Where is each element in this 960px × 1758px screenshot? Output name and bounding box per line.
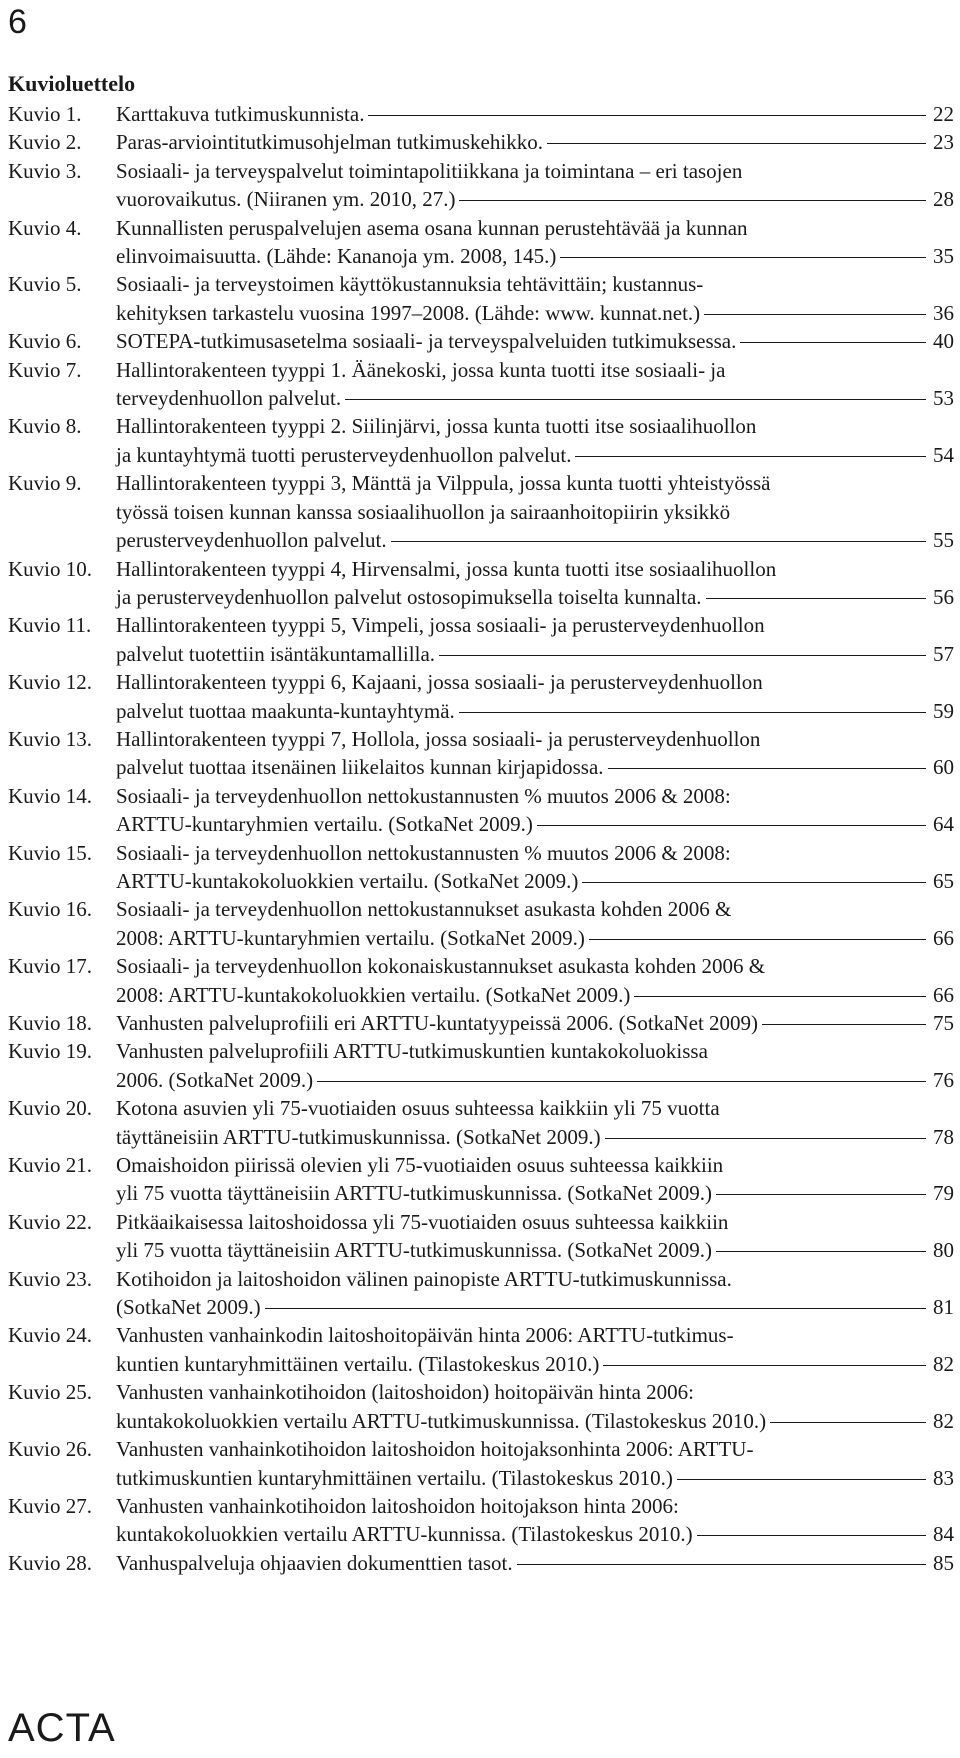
- caption-line: [116, 981, 954, 1009]
- caption-line: [116, 1179, 954, 1207]
- figure-list-entry: [8, 214, 954, 271]
- caption-text: kuntien kuntaryhmittäinen vertailu. (Tilastokeskus 2010.): [116, 1351, 600, 1376]
- leader-line: [575, 456, 926, 457]
- caption-line: [116, 640, 954, 668]
- figure-caption: [116, 128, 954, 156]
- figure-label: Kuvio 15.: [8, 840, 92, 865]
- figure-label: Kuvio 28.: [8, 1550, 92, 1575]
- leader-line: [603, 1365, 926, 1366]
- figure-list-entry: [8, 157, 954, 214]
- figure-caption: [116, 1265, 954, 1322]
- figure-label: Kuvio 21.: [8, 1153, 92, 1178]
- caption-text: Kotona asuvien yli 75-vuotiaiden osuus suhteessa kaikkiin yli 75 vuotta: [116, 1096, 720, 1121]
- leader-line: [706, 598, 926, 599]
- caption-line: [116, 725, 954, 753]
- caption-line: [116, 1549, 954, 1577]
- caption-line: [116, 1520, 954, 1548]
- caption-text: tutkimuskuntien kuntaryhmittäinen vertailu. (Tilastokeskus 2010.): [116, 1465, 673, 1490]
- figure-list-entry: [8, 327, 954, 355]
- page-reference: 84: [933, 1522, 954, 1547]
- page-reference: 55: [933, 528, 954, 553]
- leader-line: [716, 1251, 926, 1252]
- figure-label: Kuvio 9.: [8, 471, 82, 496]
- figure-label: Kuvio 13.: [8, 726, 92, 751]
- page-reference: 78: [933, 1124, 954, 1149]
- caption-line: [116, 839, 954, 867]
- figure-list-entry: [8, 555, 954, 612]
- caption-text: Hallintorakenteen tyyppi 3, Mänttä ja Vilppula, jossa kunta tuotti yhteistyössä: [116, 471, 771, 496]
- leader-line: [704, 314, 926, 315]
- caption-text: perusterveydenhuollon palvelut.: [116, 528, 387, 553]
- figure-list-entry: [8, 128, 954, 156]
- caption-line: [116, 782, 954, 810]
- caption-line: [116, 1407, 954, 1435]
- figure-caption: [116, 1009, 954, 1037]
- caption-line: [116, 384, 954, 412]
- leader-line: [459, 200, 926, 201]
- figure-label: Kuvio 16.: [8, 897, 92, 922]
- leader-line: [517, 1564, 926, 1565]
- leader-line: [317, 1081, 926, 1082]
- leader-line: [762, 1024, 926, 1025]
- caption-text: terveydenhuollon palvelut.: [116, 386, 342, 411]
- caption-line: [116, 356, 954, 384]
- caption-text: työssä toisen kunnan kanssa sosiaalihuollon ja sairaanhoitopiirin yksikkö: [116, 499, 731, 524]
- caption-text: Omaishoidon piirissä olevien yli 75-vuotiaiden osuus suhteessa kaikkiin: [116, 1153, 724, 1178]
- figure-caption: [116, 1321, 954, 1378]
- figure-label: Kuvio 12.: [8, 670, 92, 695]
- caption-text: kuntakokoluokkien vertailu ARTTU-kunnissa. (Tilastokeskus 2010.): [116, 1522, 693, 1547]
- caption-text: kehityksen tarkastelu vuosina 1997–2008. (Lähde: www. kunnat.net.): [116, 300, 701, 325]
- leader-line: [716, 1194, 926, 1195]
- leader-line: [582, 882, 926, 883]
- leader-line: [634, 996, 926, 997]
- caption-line: [116, 1293, 954, 1321]
- caption-line: [116, 1123, 954, 1151]
- caption-line: [116, 583, 954, 611]
- figure-caption: [116, 782, 954, 839]
- caption-line: [116, 1350, 954, 1378]
- caption-text: palvelut tuottaa itsenäinen liikelaitos kunnan kirjapidossa.: [116, 755, 604, 780]
- caption-text: Sosiaali- ja terveydenhuollon nettokustannukset asukasta kohden 2006 &: [116, 897, 732, 922]
- caption-line: [116, 952, 954, 980]
- caption-line: [116, 469, 954, 497]
- caption-text: Vanhusten vanhainkotihoidon laitoshoidon hoitojakson hinta 2006:: [116, 1493, 679, 1518]
- caption-text: Hallintorakenteen tyyppi 4, Hirvensalmi, jossa kunta tuotti itse sosiaalihuollon: [116, 556, 777, 581]
- caption-text: Vanhuspalveluja ohjaavien dokumenttien tasot.: [116, 1550, 513, 1575]
- figure-label: Kuvio 6.: [8, 329, 82, 354]
- caption-line: [116, 1378, 954, 1406]
- caption-line: [116, 555, 954, 583]
- figure-label: Kuvio 7.: [8, 357, 82, 382]
- figure-label: Kuvio 22.: [8, 1209, 92, 1234]
- leader-line: [265, 1308, 926, 1309]
- figure-caption: [116, 555, 954, 612]
- page-reference: 85: [933, 1550, 954, 1575]
- figure-caption: [116, 1378, 954, 1435]
- figure-caption: [116, 1435, 954, 1492]
- figure-list-entry: [8, 1378, 954, 1435]
- figure-list-entry: [8, 412, 954, 469]
- figure-list-entry: [8, 1037, 954, 1094]
- caption-text: Hallintorakenteen tyyppi 2. Siilinjärvi, jossa kunta tuotti itse sosiaalihuollon: [116, 414, 757, 439]
- caption-text: yli 75 vuotta täyttäneisiin ARTTU-tutkimuskunnissa. (SotkaNet 2009.): [116, 1181, 713, 1206]
- figure-caption: [116, 1151, 954, 1208]
- caption-line: [116, 1236, 954, 1264]
- page-reference: 53: [933, 386, 954, 411]
- leader-line: [537, 825, 926, 826]
- figure-caption: [116, 1549, 954, 1577]
- caption-text: Sosiaali- ja terveydenhuollon kokonaiskustannukset asukasta kohden 2006 &: [116, 954, 766, 979]
- caption-line: [116, 242, 954, 270]
- caption-line: [116, 270, 954, 298]
- leader-line: [605, 1138, 926, 1139]
- figure-label: Kuvio 24.: [8, 1323, 92, 1348]
- page-reference: 82: [933, 1408, 954, 1433]
- caption-text: Sosiaali- ja terveydenhuollon nettokustannusten % muutos 2006 & 2008:: [116, 783, 731, 808]
- figure-list-entry: [8, 1321, 954, 1378]
- page-reference: 35: [933, 244, 954, 269]
- figure-label: Kuvio 11.: [8, 613, 92, 638]
- caption-line: [116, 753, 954, 781]
- caption-line: [116, 1321, 954, 1349]
- caption-line: [116, 214, 954, 242]
- figure-label: Kuvio 23.: [8, 1266, 92, 1291]
- page-reference: 75: [933, 1011, 954, 1035]
- figure-caption: [116, 839, 954, 896]
- caption-line: [116, 441, 954, 469]
- leader-line: [589, 939, 926, 940]
- caption-text: vuorovaikutus. (Niiranen ym. 2010, 27.): [116, 187, 456, 212]
- caption-text: Sosiaali- ja terveyspalvelut toimintapolitiikkana ja toimintana – eri tasojen: [116, 158, 743, 183]
- page-reference: 54: [933, 442, 954, 467]
- page-reference: 76: [933, 1067, 954, 1092]
- leader-line: [740, 342, 926, 343]
- figure-caption: [116, 469, 954, 554]
- figure-list-entry: [8, 469, 954, 554]
- caption-text: Karttakuva tutkimuskunnista.: [116, 102, 365, 126]
- caption-text: 2008: ARTTU-kuntaryhmien vertailu. (SotkaNet 2009.): [116, 925, 585, 950]
- figure-list-entry: [8, 895, 954, 952]
- caption-line: [116, 526, 954, 554]
- caption-line: [116, 299, 954, 327]
- figure-list-entry: [8, 611, 954, 668]
- leader-line: [560, 257, 926, 258]
- figure-label: Kuvio 17.: [8, 954, 92, 979]
- figure-label: Kuvio 19.: [8, 1039, 92, 1064]
- figure-caption: [116, 214, 954, 271]
- figure-list-entry: [8, 1265, 954, 1322]
- figure-caption: [116, 327, 954, 355]
- caption-line: [116, 895, 954, 923]
- figure-caption: [116, 668, 954, 725]
- page-reference: 23: [933, 130, 954, 155]
- caption-text: yli 75 vuotta täyttäneisiin ARTTU-tutkimuskunnissa. (SotkaNet 2009.): [116, 1238, 713, 1263]
- figure-label: Kuvio 26.: [8, 1437, 92, 1462]
- caption-text: palvelut tuottaa maakunta-kuntayhtymä.: [116, 698, 455, 723]
- caption-text: Hallintorakenteen tyyppi 5, Vimpeli, jossa sosiaali- ja perusterveydenhuollon: [116, 613, 765, 638]
- caption-line: [116, 1066, 954, 1094]
- page-reference: 57: [933, 641, 954, 666]
- caption-text: Sosiaali- ja terveystoimen käyttökustannuksia tehtävittäin; kustannus-: [116, 272, 704, 297]
- leader-line: [368, 115, 926, 116]
- leader-line: [345, 399, 926, 400]
- caption-line: [116, 327, 954, 355]
- caption-line: [116, 412, 954, 440]
- caption-text: Vanhusten vanhainkotihoidon (laitoshoidon) hoitopäivän hinta 2006:: [116, 1380, 695, 1405]
- caption-text: Hallintorakenteen tyyppi 1. Äänekoski, jossa kunta tuotti itse sosiaali- ja: [116, 357, 726, 382]
- caption-text: kuntakokoluokkien vertailu ARTTU-tutkimuskunnissa. (Tilastokeskus 2010.): [116, 1408, 767, 1433]
- figure-caption: [116, 412, 954, 469]
- page-reference: 82: [933, 1351, 954, 1376]
- caption-text: Paras-arviointitutkimusohjelman tutkimuskehikko.: [116, 130, 543, 155]
- page-reference: 56: [933, 584, 954, 609]
- caption-text: Vanhusten palveluprofiili eri ARTTU-kuntatyypeissä 2006. (SotkaNet 2009): [116, 1011, 759, 1035]
- figure-label: Kuvio 4.: [8, 215, 82, 240]
- figure-label: Kuvio 3.: [8, 158, 82, 183]
- leader-line: [459, 712, 926, 713]
- caption-text: (SotkaNet 2009.): [116, 1295, 261, 1320]
- caption-text: Vanhusten vanhainkodin laitoshoitopäivän hinta 2006: ARTTU-tutkimus-: [116, 1323, 734, 1348]
- figure-label: Kuvio 27.: [8, 1493, 92, 1518]
- figure-list-entry: [8, 1549, 954, 1577]
- figure-caption: [116, 270, 954, 327]
- figure-list-entry: [8, 100, 954, 128]
- page-reference: 83: [933, 1465, 954, 1490]
- caption-text: 2006. (SotkaNet 2009.): [116, 1067, 314, 1092]
- figure-caption: [116, 611, 954, 668]
- caption-line: [116, 1037, 954, 1065]
- figure-label: Kuvio 5.: [8, 272, 82, 297]
- figure-caption: [116, 100, 954, 128]
- caption-line: [116, 924, 954, 952]
- caption-line: [116, 157, 954, 185]
- leader-line: [697, 1535, 926, 1536]
- caption-text: ja kuntayhtymä tuotti perusterveydenhuollon palvelut.: [116, 442, 572, 467]
- figure-label: Kuvio 2.: [8, 130, 82, 155]
- page-reference: 60: [933, 755, 954, 780]
- figure-list-entry: [8, 782, 954, 839]
- caption-line: [116, 810, 954, 838]
- caption-text: Vanhusten palveluprofiili ARTTU-tutkimuskuntien kuntakokoluokissa: [116, 1039, 708, 1064]
- page-reference: 79: [933, 1181, 954, 1206]
- caption-line: [116, 128, 954, 156]
- page-reference: 66: [933, 925, 954, 950]
- figure-list-entry: [8, 1009, 954, 1037]
- figure-list-entry: [8, 356, 954, 413]
- caption-text: Kotihoidon ja laitoshoidon välinen painopiste ARTTU-tutkimuskunnissa.: [116, 1266, 732, 1291]
- caption-text: ARTTU-kuntakokoluokkien vertailu. (SotkaNet 2009.): [116, 868, 579, 893]
- figure-caption: [116, 1208, 954, 1265]
- figure-caption: [116, 895, 954, 952]
- caption-text: SOTEPA-tutkimusasetelma sosiaali- ja terveyspalveluiden tutkimuksessa.: [116, 329, 737, 354]
- figure-label: Kuvio 25.: [8, 1380, 92, 1405]
- caption-text: Hallintorakenteen tyyppi 6, Kajaani, jossa sosiaali- ja perusterveydenhuollon: [116, 670, 763, 695]
- figure-caption: [116, 1094, 954, 1151]
- page-reference: 36: [933, 300, 954, 325]
- leader-line: [677, 1479, 926, 1480]
- page-reference: 28: [933, 187, 954, 212]
- caption-line: [116, 697, 954, 725]
- caption-line: [116, 100, 954, 128]
- figure-list-entry: [8, 839, 954, 896]
- figure-caption: [116, 356, 954, 413]
- caption-line: [116, 867, 954, 895]
- caption-text: Hallintorakenteen tyyppi 7, Hollola, jossa sosiaali- ja perusterveydenhuollon: [116, 726, 761, 751]
- figure-caption: [116, 952, 954, 1009]
- figure-label: Kuvio 10.: [8, 556, 92, 581]
- figure-list-entry: [8, 1094, 954, 1151]
- caption-text: Kunnallisten peruspalvelujen asema osana kunnan perustehtävää ja kunnan: [116, 215, 748, 240]
- leader-line: [608, 768, 926, 769]
- caption-line: [116, 1094, 954, 1122]
- figure-caption: [116, 157, 954, 214]
- caption-text: ja perusterveydenhuollon palvelut ostosopimuksella toiselta kunnalta.: [116, 584, 702, 609]
- caption-line: [116, 1009, 954, 1037]
- caption-text: täyttäneisiin ARTTU-tutkimuskunnissa. (SotkaNet 2009.): [116, 1124, 601, 1149]
- page-reference: 64: [933, 812, 954, 837]
- figure-list-entry: [8, 1435, 954, 1492]
- caption-text: Vanhusten vanhainkotihoidon laitoshoidon hoitojaksonhinta 2006: ARTTU-: [116, 1437, 754, 1462]
- figure-list-entry: [8, 1492, 954, 1549]
- page-reference: 65: [933, 868, 954, 893]
- figure-caption: [116, 1037, 954, 1094]
- page-reference: 40: [933, 329, 954, 354]
- caption-line: [116, 498, 954, 526]
- figure-list-entry: [8, 668, 954, 725]
- caption-line: [116, 1208, 954, 1236]
- caption-text: ARTTU-kuntaryhmien vertailu. (SotkaNet 2009.): [116, 812, 533, 837]
- caption-line: [116, 1464, 954, 1492]
- figure-label: Kuvio 20.: [8, 1096, 92, 1121]
- figure-list-entry: [8, 725, 954, 782]
- caption-line: [116, 611, 954, 639]
- section-heading: Kuvioluettelo: [8, 71, 136, 96]
- caption-text: palvelut tuotettiin isäntäkuntamallilla.: [116, 641, 436, 666]
- page-reference: 80: [933, 1238, 954, 1263]
- figure-label: Kuvio 14.: [8, 783, 92, 808]
- figure-list-entry: [8, 952, 954, 1009]
- page-reference: 59: [933, 698, 954, 723]
- figure-caption: [116, 1492, 954, 1549]
- publisher-brand: ACTA: [8, 1706, 116, 1750]
- figure-label: Kuvio 1.: [8, 102, 82, 126]
- caption-text: elinvoimaisuutta. (Lähde: Kananoja ym. 2008, 145.): [116, 244, 557, 269]
- leader-line: [439, 655, 926, 656]
- caption-line: [116, 1435, 954, 1463]
- caption-line: [116, 185, 954, 213]
- figure-caption: [116, 725, 954, 782]
- caption-text: Pitkäaikaisessa laitoshoidossa yli 75-vuotiaiden osuus suhteessa kaikkiin: [116, 1209, 729, 1234]
- caption-text: 2008: ARTTU-kuntakokoluokkien vertailu. (SotkaNet 2009.): [116, 982, 631, 1007]
- figure-label: Kuvio 18.: [8, 1011, 92, 1035]
- figure-list-entry: [8, 270, 954, 327]
- figure-label: Kuvio 8.: [8, 414, 82, 439]
- figure-list-entry: [8, 1208, 954, 1265]
- caption-line: [116, 1492, 954, 1520]
- leader-line: [770, 1422, 926, 1423]
- page-reference: 22: [933, 102, 954, 126]
- leader-line: [391, 541, 926, 542]
- page-number: 6: [8, 3, 27, 41]
- caption-text: Sosiaali- ja terveydenhuollon nettokustannusten % muutos 2006 & 2008:: [116, 840, 731, 865]
- page-reference: 81: [933, 1295, 954, 1320]
- page-reference: 66: [933, 982, 954, 1007]
- caption-line: [116, 668, 954, 696]
- figure-list: [8, 100, 954, 1577]
- leader-line: [547, 143, 926, 144]
- caption-line: [116, 1265, 954, 1293]
- caption-line: [116, 1151, 954, 1179]
- figure-list-entry: [8, 1151, 954, 1208]
